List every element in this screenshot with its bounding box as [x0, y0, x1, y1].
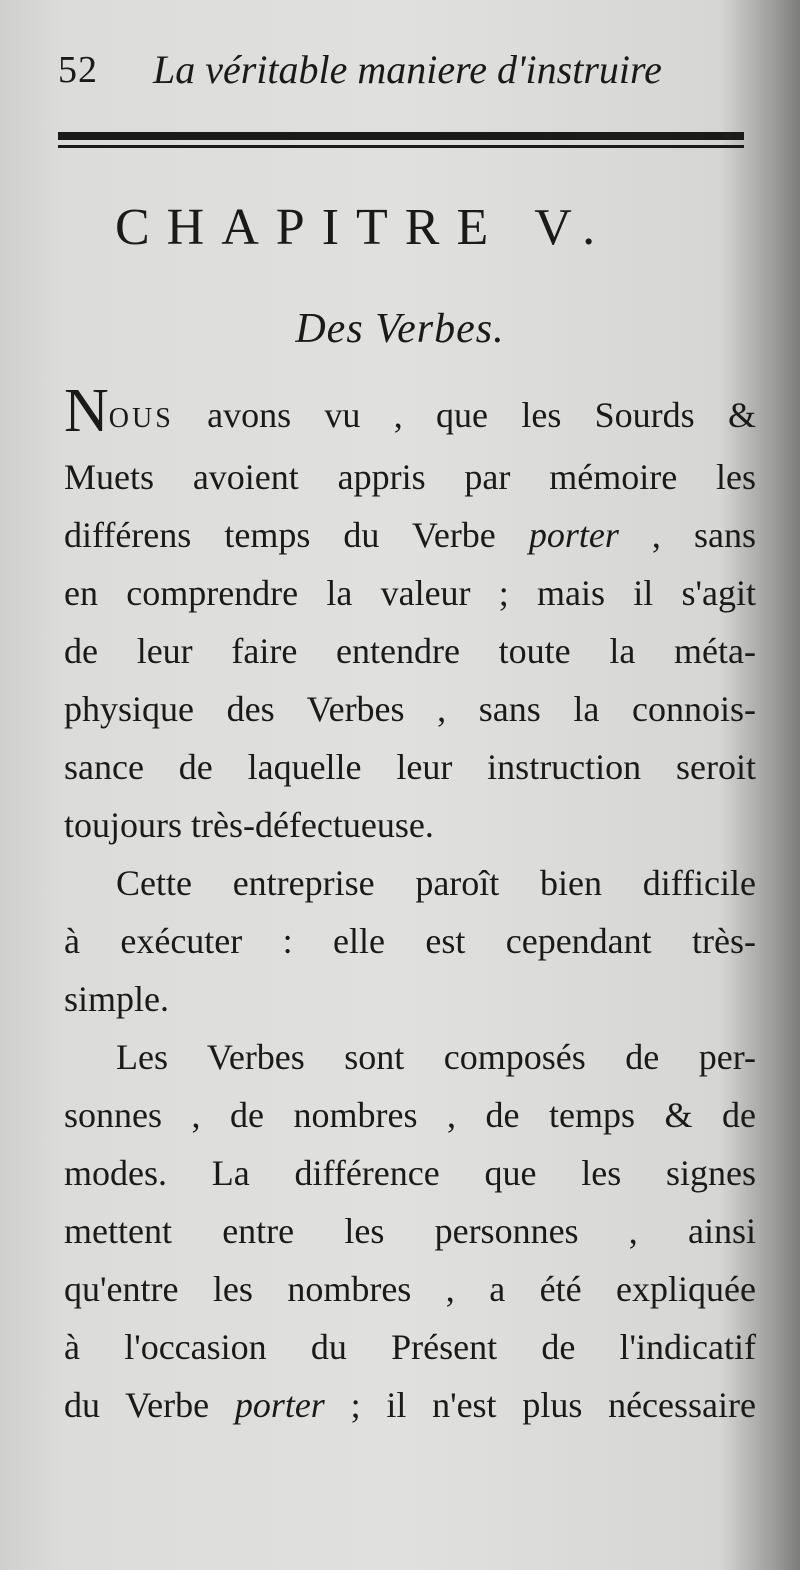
section-title: Des Verbes.: [295, 306, 505, 352]
italic-word: porter: [234, 1385, 325, 1425]
text-line: [64, 854, 756, 912]
line-text: mettent entre les personnes , ainsi: [64, 1211, 756, 1251]
line-text: Les Verbes sont composés de per-: [116, 1037, 756, 1077]
line-text: simple.: [64, 979, 169, 1019]
text-line: [64, 912, 756, 970]
line-text: , sans: [618, 515, 756, 555]
line-text: sance de laquelle leur instruction seroit: [64, 747, 756, 787]
line-text: Cette entreprise paroît bien difficile: [116, 863, 756, 903]
drop-cap: N: [64, 377, 109, 445]
header-rule-thin: [58, 145, 744, 148]
page-number: 52: [58, 49, 98, 91]
italic-word: porter: [528, 515, 619, 555]
line-text: du Verbe: [64, 1385, 235, 1425]
header-rule-thick: [58, 132, 744, 140]
line-text: qu'entre les nombres , a été expliquée: [64, 1269, 756, 1309]
text-line: [64, 1260, 756, 1318]
text-line: [64, 622, 756, 680]
line-text: toujours très-défectueuse.: [64, 805, 434, 845]
line-text: ; il n'est plus nécessaire: [324, 1385, 756, 1425]
text-line: [64, 1376, 756, 1434]
line-text: différens temps du Verbe: [64, 515, 529, 555]
line-text: à l'occasion du Présent de l'indicatif: [64, 1327, 756, 1367]
text-line: [64, 1202, 756, 1260]
text-line: [64, 1028, 756, 1086]
line-text: sonnes , de nombres , de temps & de: [64, 1095, 756, 1135]
chapter-heading: CHAPITRE V.: [115, 199, 613, 256]
running-title: La véritable maniere d'instruire: [153, 47, 662, 92]
text-line: [64, 970, 756, 1028]
text-line: [64, 1144, 756, 1202]
text-line: [64, 796, 756, 854]
line-text: en comprendre la valeur ; mais il s'agit: [64, 573, 756, 613]
line-text: de leur faire entendre toute la méta-: [64, 631, 756, 671]
line-text: avons vu , que les Sourds &: [173, 395, 756, 435]
line-text: modes. La différence que les signes: [64, 1153, 756, 1193]
text-line: [64, 680, 756, 738]
text-line: [64, 377, 756, 448]
text-line: [64, 738, 756, 796]
line-text: à exécuter : elle est cependant très-: [64, 921, 756, 961]
text-line: [64, 506, 756, 564]
small-caps-text: OUS: [108, 403, 174, 434]
text-line: [64, 448, 756, 506]
page-header: [58, 40, 748, 110]
text-line: [64, 1318, 756, 1376]
line-text: Muets avoient appris par mémoire les: [64, 457, 756, 497]
body-text: [64, 377, 756, 1434]
line-text: physique des Verbes , sans la connois-: [64, 689, 756, 729]
text-line: [64, 564, 756, 622]
text-line: [64, 1086, 756, 1144]
